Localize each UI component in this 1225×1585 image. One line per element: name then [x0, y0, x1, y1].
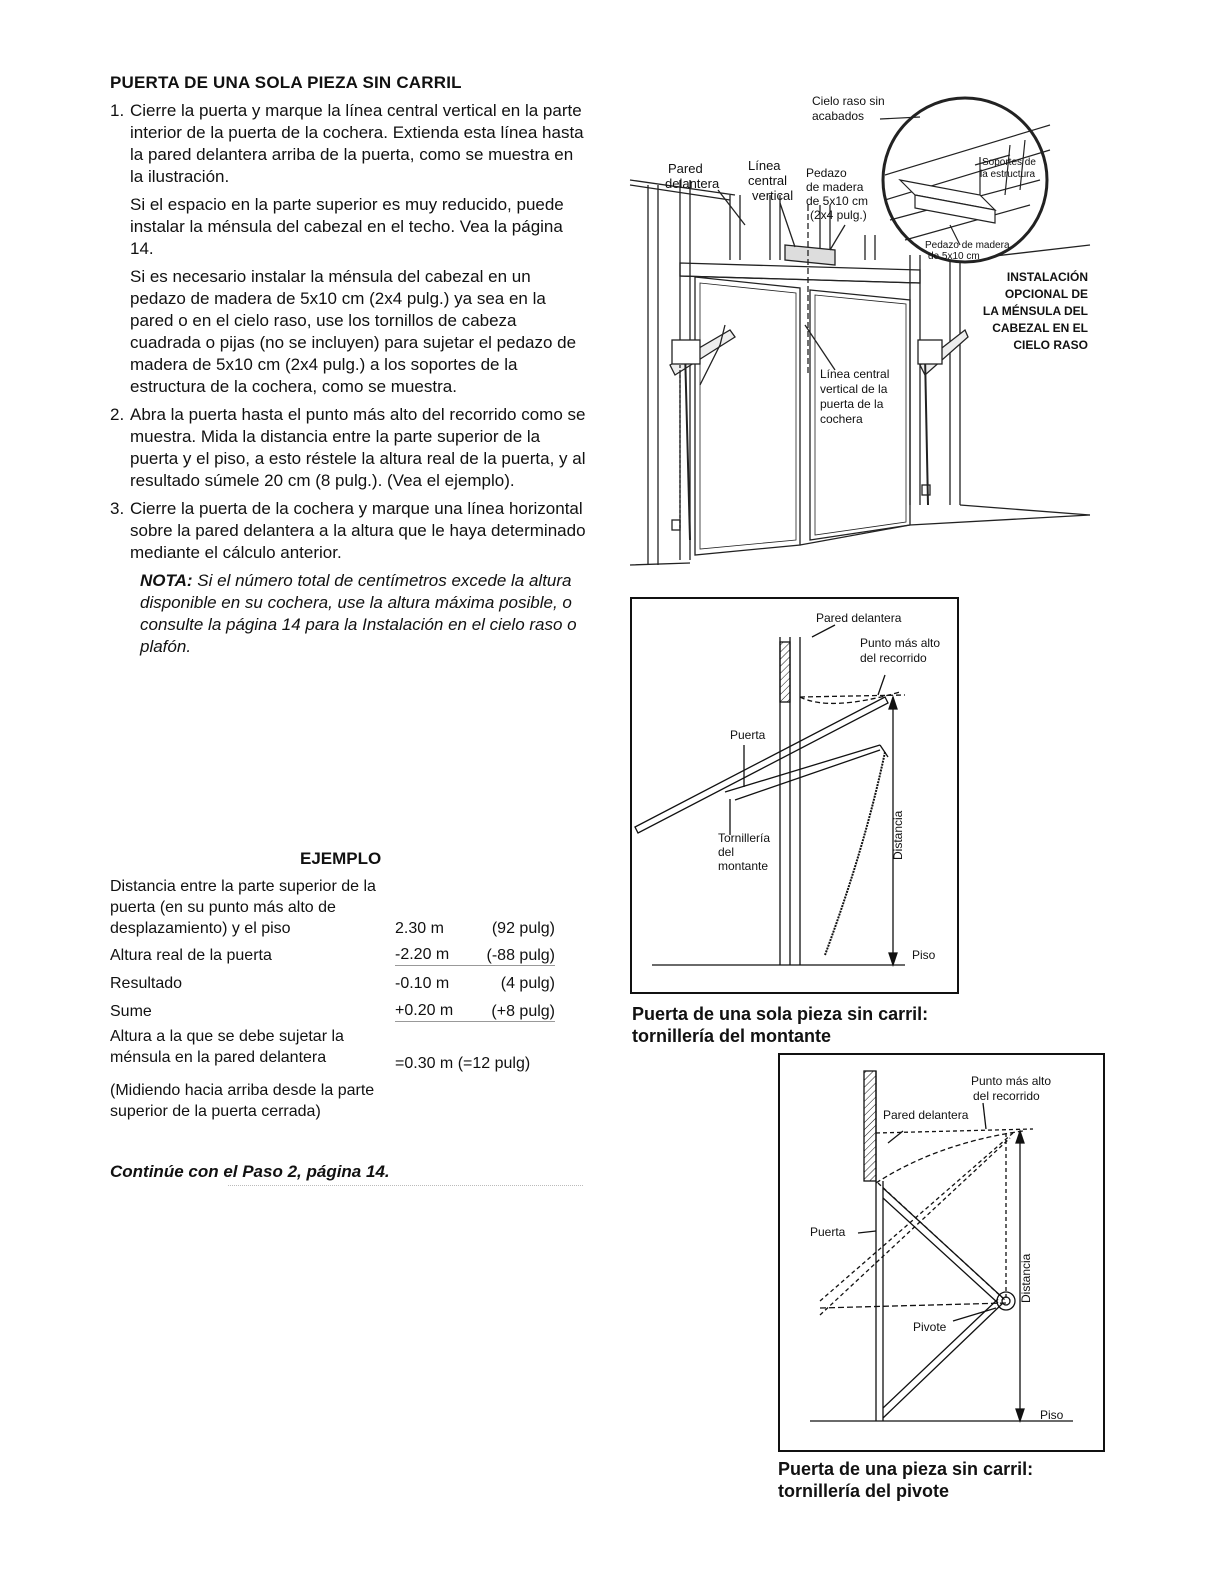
example-footnote: (Midiendo hacia arriba desde la parte superior de la puerta cerrada) — [110, 1082, 375, 1120]
label-pedazo2-2: de 5x10 cm — [928, 251, 980, 262]
section-title: PUERTA DE UNA SOLA PIEZA SIN CARRIL — [110, 73, 462, 92]
label-pared-2: delantera — [665, 176, 720, 191]
label-pared-delantera: Pared delantera — [883, 1108, 969, 1122]
label-opcional-3: LA MÉNSULA DEL — [982, 304, 1088, 318]
step-2-text: Abra la puerta hasta el punto más alto del recorrido como se muestra. Mida la distancia entre la parte superior de la puerta y el piso, a esto réstele la altura real de la puerta, y al resultado súmele 20 cm (8 pulg.). (Vea el ejemplo). — [130, 405, 586, 490]
label-pared-1: Pared — [668, 161, 703, 176]
label-tornilleria-3: montante — [718, 859, 769, 873]
label-tornilleria-1: Tornillería — [718, 831, 771, 845]
label-pivote: Pivote — [913, 1320, 947, 1334]
label-linea-1: Línea — [748, 158, 781, 173]
label-cielo-2: acabados — [812, 109, 865, 123]
label-pedazo-1: Pedazo — [806, 166, 847, 180]
label-pedazo2-1: Pedazo de madera — [925, 240, 1010, 251]
label-puerta: Puerta — [730, 728, 766, 742]
label-opcional-4: CABEZAL EN EL — [992, 321, 1088, 335]
label-pedazo-4: (2x4 pulg.) — [810, 208, 867, 222]
label-opcional-5: CIELO RASO — [1013, 338, 1088, 352]
label-opcional-1: INSTALACIÓN — [1006, 270, 1088, 284]
label-puerta: Puerta — [810, 1225, 846, 1239]
note-text: Si el número total de centímetros excede la altura disponible en su cochera, use la altura máxima posible, o consulte la página 14 para la Instalación en el cielo raso o plafón. — [140, 571, 577, 656]
label-linea-puerta-4: cochera — [820, 412, 863, 426]
label-distancia: Distancia — [1019, 1253, 1033, 1303]
note-label: NOTA: — [140, 571, 193, 590]
label-opcional-2: OPCIONAL DE — [1004, 287, 1088, 301]
figure-caption-montante: Puerta de una sola pieza sin carril: tornillería del montante — [632, 1004, 929, 1046]
label-pedazo-2: de madera — [806, 180, 864, 194]
step-1: 1. Cierre la puerta y marque la línea central vertical en la parte interior de la puerta de la cochera. Extienda esta línea hasta la pared delantera arriba de la puerta, como se muestra en la ilustración. Si el espacio en la parte superior es muy reducido, puede instalar la ménsula del cabezal en el techo. Vea la página 14. Si es necesario instalar la ménsula del cabezal en un pedazo de madera de 5x10 cm (2x4 pulg.) ya sea en la pared o en el cielo raso, use los tornillos de cabeza cuadrada o pijas (no se incluyen) para sujetar el pedazo de madera de 5x10 cm (2x4 pulg.) a los soportes de la estructura de la cochera, como se muestra. — [110, 100, 590, 398]
instruction-steps — [110, 100, 590, 658]
step-1-text-b: Si el espacio en la parte superior es muy reducido, puede instalar la ménsula del cabezal en el techo. Vea la página 14. — [130, 195, 564, 258]
step-3-text: Cierre la puerta de la cochera y marque una línea horizontal sobre la pared delantera a la altura que le haya determinado mediante el cálculo anterior. — [130, 499, 586, 562]
label-linea-puerta-2: vertical de la — [820, 382, 888, 396]
label-punto-2: del recorrido — [973, 1089, 1040, 1103]
example-title: EJEMPLO — [300, 849, 382, 868]
label-tornilleria-2: del — [718, 845, 735, 859]
step-1-text-a: Cierre la puerta y marque la línea central vertical en la parte interior de la puerta de la cochera. Extienda esta línea hasta la pared delantera arriba de la puerta, como se muestra en la ilustración. — [130, 101, 584, 186]
label-punto-2: del recorrido — [860, 651, 927, 665]
label-linea-puerta-1: Línea central — [820, 367, 890, 381]
label-piso: Piso — [912, 948, 936, 962]
example-row: Distancia entre la parte superior de la puerta (en su punto más alto de desplazamiento) y el piso 2.30 m (92 pulg) — [110, 878, 555, 937]
montante-diagram — [630, 597, 960, 995]
example-row: Resultado -0.10 m (4 pulg) — [110, 975, 555, 992]
dotted-divider — [228, 1185, 583, 1186]
example-row: Sume +0.20 m (+8 pulg) — [110, 1002, 555, 1020]
label-soportes-2: la estructura — [980, 169, 1036, 180]
label-soportes-1: Soportes de — [982, 157, 1036, 168]
example-table — [110, 876, 555, 1122]
label-piso: Piso — [1040, 1408, 1064, 1422]
example-row: Altura real de la puerta -2.20 m (-88 pulg) — [110, 946, 555, 964]
step-3: 3. Cierre la puerta de la cochera y marque una línea horizontal sobre la pared delantera a la altura que le haya determinado mediante el cálculo anterior. — [110, 498, 590, 564]
label-linea-puerta-3: puerta de la — [820, 397, 884, 411]
label-punto-1: Punto más alto — [860, 636, 941, 650]
label-cielo-1: Cielo raso sin — [812, 94, 885, 108]
label-pared-delantera: Pared delantera — [816, 611, 902, 625]
figure-caption-pivote: Puerta de una pieza sin carril: tornillería del pivote — [778, 1459, 1034, 1501]
pivote-diagram — [778, 1053, 1106, 1453]
label-punto-1: Punto más alto — [971, 1074, 1052, 1088]
label-linea-3: vertical — [752, 188, 794, 203]
step-2: 2. Abra la puerta hasta el punto más alto del recorrido como se muestra. Mida la distancia entre la parte superior de la puerta y el piso, a esto réstele la altura real de la puerta, y al resultado súmele 20 cm (8 pulg.). (Vea el ejemplo). — [110, 404, 590, 492]
label-distancia: Distancia — [891, 810, 905, 860]
step-1-text-c: Si es necesario instalar la ménsula del cabezal en un pedazo de madera de 5x10 cm (2x4 pulg.) ya sea en la pared o en el cielo raso, use los tornillos de cabeza cuadrada o pijas (no se incluyen) para sujetar el pedazo de madera de 5x10 cm (2x4 pulg.) a los soportes de la estructura de la cochera, como se muestra. — [130, 267, 577, 396]
note — [140, 570, 590, 658]
label-pedazo-3: de 5x10 cm — [806, 194, 869, 208]
example-row: Altura a la que se debe sujetar la ménsula en la pared delantera =0.30 m (=12 pulg) — [110, 1028, 531, 1072]
continue-text: Continúe con el Paso 2, página 14. — [110, 1162, 390, 1181]
label-linea-2: central — [748, 173, 788, 188]
garage-wall-illustration — [620, 85, 1100, 575]
